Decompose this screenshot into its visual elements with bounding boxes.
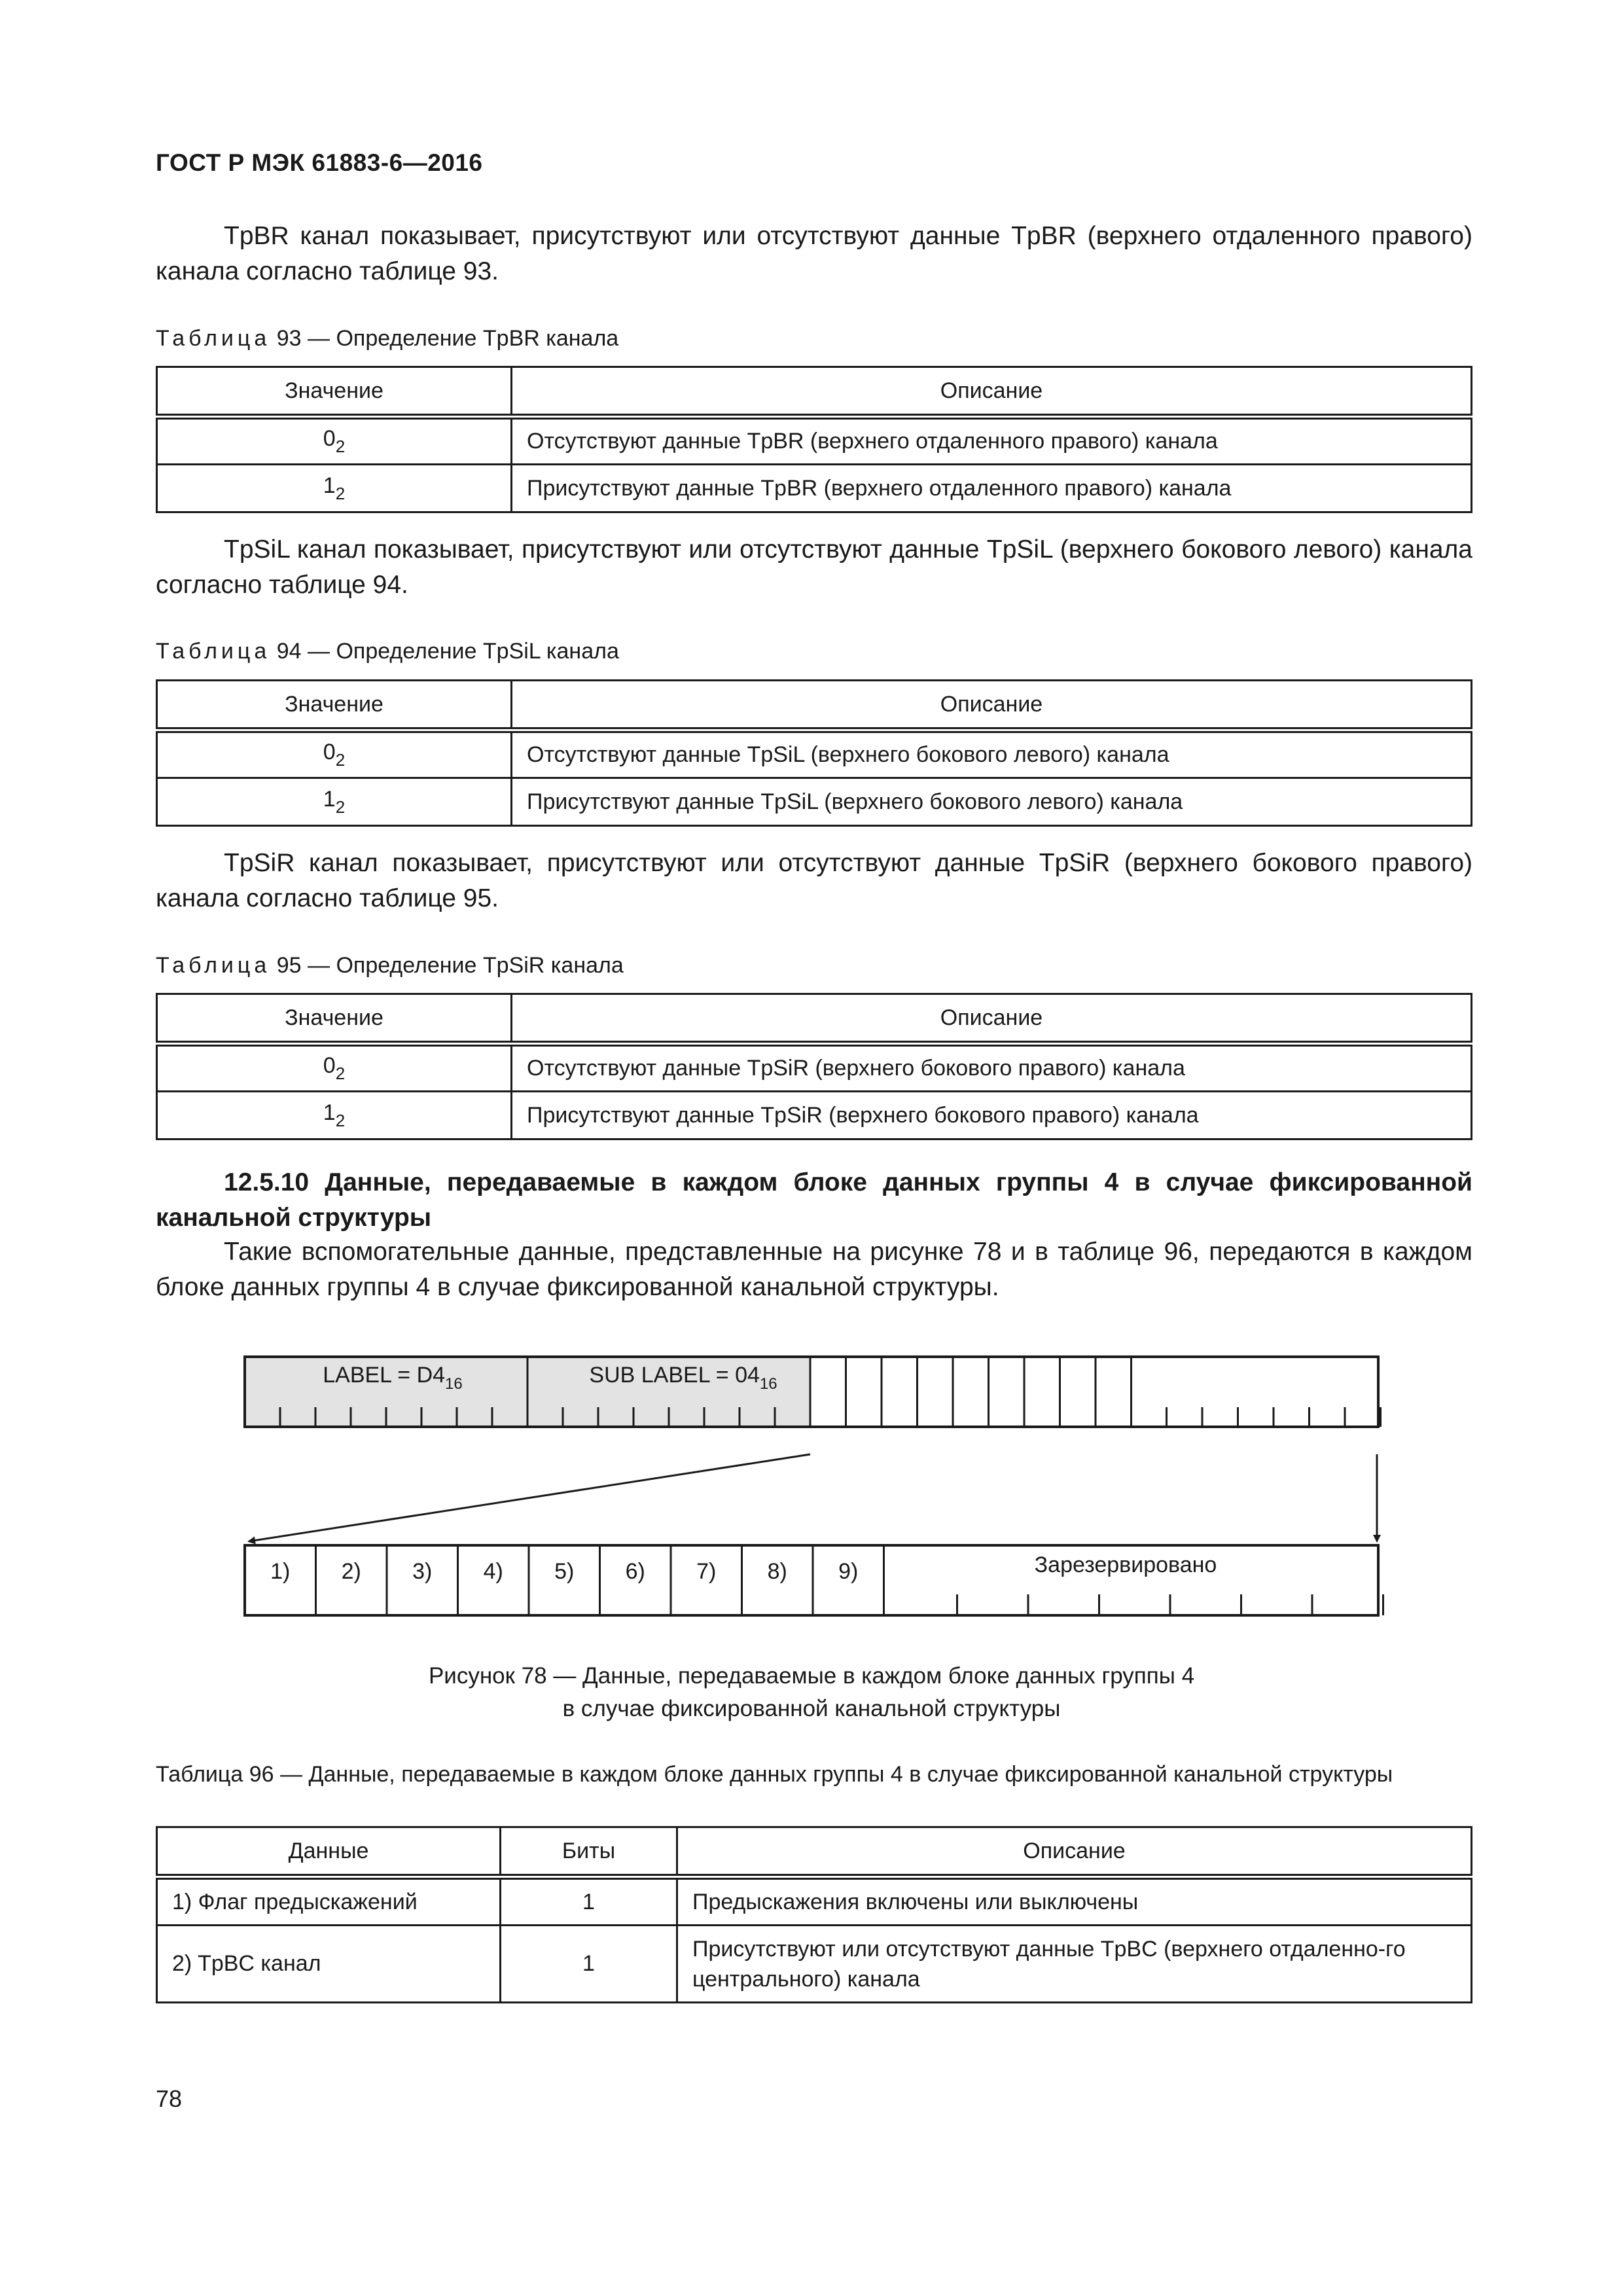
table-row: [157, 465, 1472, 512]
table-row: [157, 778, 1472, 826]
table96-row1-bits: 1: [501, 1877, 677, 1926]
table94-col-desc: Описание: [512, 681, 1472, 730]
field-label: 5): [554, 1559, 575, 1584]
table96-col-bits: Биты: [501, 1827, 677, 1877]
table94-row1-desc: Отсутствуют данные TpSiL (верхнего бокового левого) канала: [512, 730, 1472, 778]
table93-row1-value: $0_2$: [157, 417, 512, 465]
table96-row2-data: 2) TpBC канал: [157, 1926, 501, 2003]
table93-caption: [156, 323, 618, 353]
table96-row1-data: 1) Флаг предыскажений: [157, 1877, 501, 1926]
figure-78-diagram: [0, 1335, 1623, 1636]
table-93: [156, 366, 1472, 513]
table95-row2-desc: Присутствуют данные TpSiR (верхнего бокового правого) канала: [512, 1092, 1472, 1139]
field-label: 7): [696, 1559, 717, 1584]
table93-caption-text: 93 — Определение TpBR канала: [276, 326, 619, 351]
table95-caption-word: Таблица: [156, 953, 271, 978]
table96-caption-word: Таблица: [156, 1762, 243, 1787]
figure-78-caption-line1: Рисунок 78 — Данные, передаваемые в каждом блоке данных группы 4: [428, 1663, 1195, 1689]
table96-caption-text: 96 — Данные, передаваемые в каждом блоке данных группы 4 в случае фиксированной канальной структуры: [249, 1762, 1393, 1787]
field-label: 3): [412, 1559, 433, 1584]
table-row: [157, 1092, 1472, 1139]
table-row: [157, 1044, 1472, 1092]
table95-col-desc: Описание: [512, 994, 1472, 1044]
table94-caption-word: Таблица: [156, 639, 271, 664]
document-header: ГОСТ Р МЭК 61883-6—2016: [156, 149, 483, 176]
table-96: [156, 1826, 1472, 2003]
table-row: [157, 730, 1472, 778]
table96-row2-bits: 1: [501, 1926, 677, 2003]
table93-col-desc: Описание: [512, 367, 1472, 417]
paragraph-tpsir: TpSiR канал показывает, присутствуют или отсутствуют данные TpSiR (верхнего бокового правого) канала согласно таблице 95.: [156, 849, 1472, 912]
table95-col-value: Значение: [157, 994, 512, 1044]
table93-row2-value: $1_2$: [157, 465, 512, 512]
table95-row1-desc: Отсутствуют данные TpSiR (верхнего бокового правого) канала: [512, 1044, 1472, 1092]
table-row: [157, 1877, 1472, 1926]
table94-col-value: Значение: [157, 681, 512, 730]
table96-col-data: Данные: [157, 1827, 501, 1877]
table94-caption-text: 94 — Определение TpSiL канала: [276, 639, 619, 664]
paragraph-tpsil: TpSiL канал показывает, присутствуют или отсутствуют данные TpSiL (верхнего бокового левого) канала согласно таблице 94.: [156, 535, 1472, 599]
table96-row1-desc: Предыскажения включены или выключены: [677, 1877, 1472, 1926]
table-row: [157, 1926, 1472, 2003]
paragraph-aux-data: Такие вспомогательные данные, представленные на рисунке 78 и в таблице 96, передаются в каждом блоке данных группы 4 в случае фиксированной канальной структуры.: [156, 1238, 1472, 1301]
table-94: [156, 679, 1472, 827]
expand-arrow-left: [249, 1454, 810, 1541]
reserved-field: Зарезервировано: [1034, 1552, 1217, 1577]
table93-caption-word: Таблица: [156, 326, 271, 351]
field-label: 9): [838, 1559, 859, 1584]
field-label: 4): [483, 1559, 503, 1584]
section-heading: 12.5.10 Данные, передаваемые в каждом блоке данных группы 4 в случае фиксированной канальной структуры: [156, 1168, 1472, 1232]
field-label: 8): [767, 1559, 787, 1584]
figure-78-caption-line2: в случае фиксированной канальной структуры: [562, 1696, 1061, 1721]
field-label: 2): [341, 1559, 361, 1584]
table93-row2-desc: Присутствуют данные TpBR (верхнего отдаленного правого) канала: [512, 465, 1472, 512]
table94-caption: [156, 636, 619, 666]
table94-row1-value: $0_2$: [157, 730, 512, 778]
table96-row2-desc: Присутствуют или отсутствуют данные TpBC (верхнего отдаленно-го центрального) канала: [677, 1926, 1472, 2003]
table96-caption: [156, 1759, 1472, 1789]
table95-row1-value: $0_2$: [157, 1044, 512, 1092]
table95-caption-text: 95 — Определение TpSiR канала: [276, 953, 624, 978]
table95-row2-value: $1_2$: [157, 1092, 512, 1139]
paragraph-tpbr: TpBR канал показывает, присутствуют или отсутствуют данные TpBR (верхнего отдаленного правого) канала согласно таблице 93.: [156, 222, 1472, 285]
sublabel-field: SUB LABEL = $04_{16}$: [589, 1363, 777, 1393]
field-label: 1): [270, 1559, 291, 1584]
table-95: [156, 993, 1472, 1140]
bit-cells-top: [846, 1357, 1132, 1427]
table94-row2-desc: Присутствуют данные TpSiL (верхнего бокового левого) канала: [512, 778, 1472, 826]
label-field: LABEL = $D4_{16}$: [323, 1363, 463, 1393]
table93-row1-desc: Отсутствуют данные TpBR (верхнего отдаленного правого) канала: [512, 417, 1472, 465]
table93-col-value: Значение: [157, 367, 512, 417]
bit-ticks-bottom: [957, 1594, 1383, 1615]
table95-caption: [156, 950, 624, 980]
field-label: 6): [625, 1559, 645, 1584]
page-number: 78: [156, 2085, 183, 2112]
bit-fields-bottom: [270, 1545, 883, 1615]
table94-row2-value: $1_2$: [157, 778, 512, 826]
table96-col-desc: Описание: [677, 1827, 1472, 1877]
table-row: [157, 417, 1472, 465]
